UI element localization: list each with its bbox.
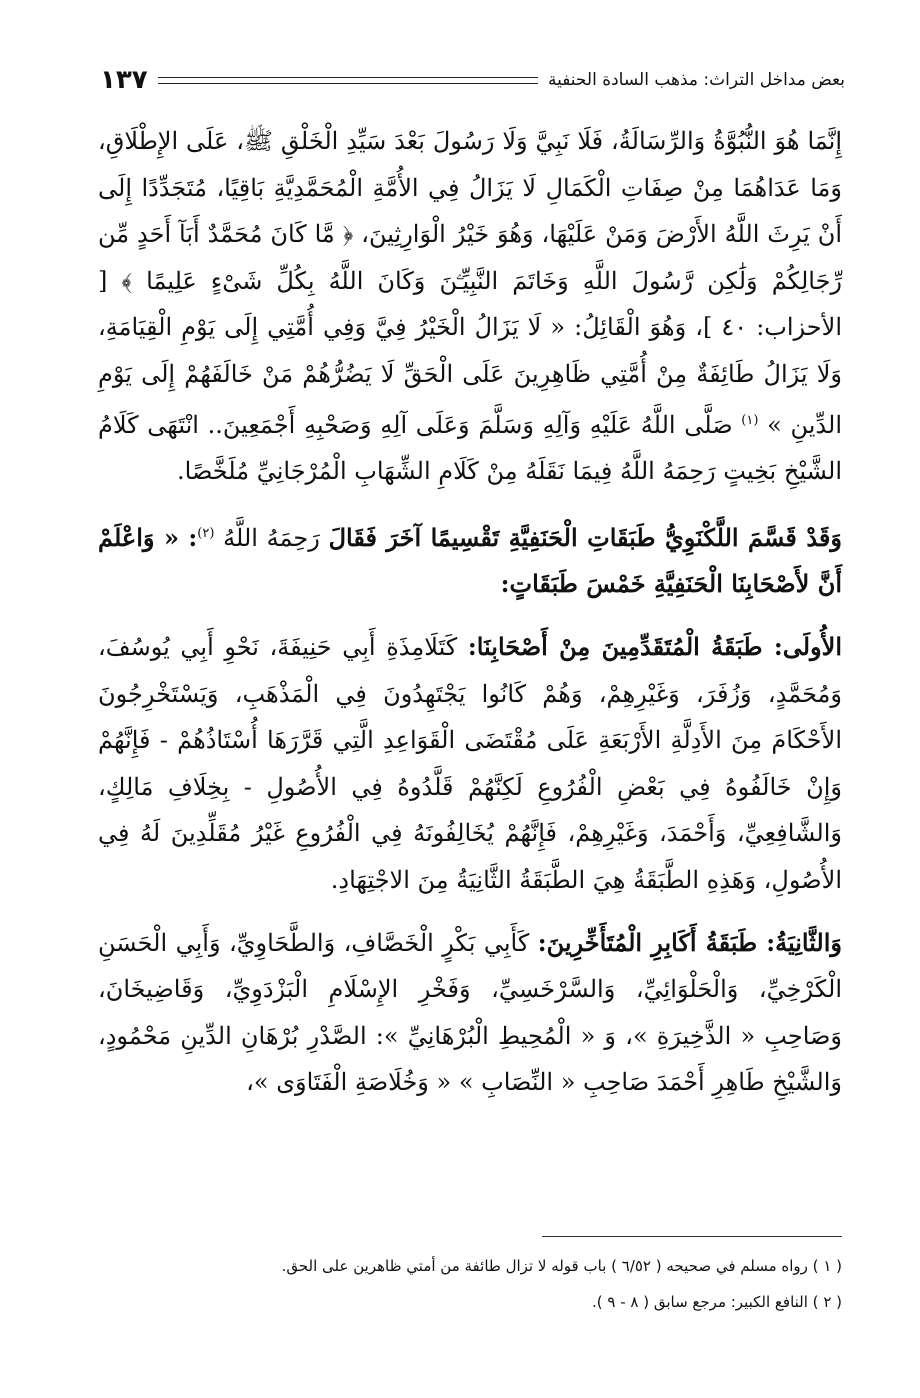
footnote-divider — [542, 1236, 842, 1237]
footnote-2: ( ٢ ) النافع الكبير: مرجع سابق ( ٨ - ٩ ). — [591, 1293, 842, 1311]
paragraph-1-end: صَلَّى اللَّهُ عَلَيْهِ وَآلِهِ وَسَلَّمَ وَعَلَى آلِهِ وَصَحْبِهِ أَجْمَعِينَ.. انْتَهَى كَلَامُ الشَّيْخِ بَخِيتٍ رَحِمَهُ اللَّهُ فِيمَا نَقَلَهُ مِنْ كَلَامِ الشِّهَابِ الْمُرْجَانِيِّ مُلَخَّصًا. — [98, 410, 842, 486]
paragraph-3-heading: الأُولَى: طَبَقَةُ الْمُتَقَدِّمِينَ مِنْ أَصْحَابِنَا: — [467, 631, 842, 661]
running-title: بعض مداخل التراث: مذهب السادة الحنفية — [547, 70, 845, 90]
paragraph-4-heading: وَالثَّانِيَةُ: طَبَقَةُ أَكَابِرِ الْمُتَأَخِّرِينَ: — [537, 927, 842, 957]
verse-reference: [ الأحزاب: ٤٠ ]، — [98, 266, 842, 342]
paragraph-2-heading: وَقَدْ قَسَّمَ اللَّكْنَوِيُّ طَبَقَاتِ الْحَنَفِيَّةِ تَقْسِيمًا آخَرَ فَقَالَ — [328, 522, 842, 552]
paragraph-3-text: كَتَلَامِذَةِ أَبِي حَنِيفَةَ، نَحْوِ أَبِي يُوسُفَ، وَمُحَمَّدٍ، وَزُفَرَ، وَغَيْرِهِمْ، وَهُمْ كَانُوا يَجْتَهِدُونَ فِي الْمَذْهَبِ، وَيَسْتَخْرِجُونَ الأَحْكَامَ مِنَ الأَدِلَّةِ الأَرْبَعَةِ عَلَى مُقْتَضَى الْقَوَاعِدِ الَّتِي قَرَّرَهَا أُسْتَاذُهُمْ - فَإِنَّهُمْ وَإِنْ خَالَفُوهُ فِي بَعْضِ الْفُرُوعِ لَكِنَّهُمْ قَلَّدُوهُ فِي الأُصُولِ - بِخِلَافِ مَالِكٍ، وَالشَّافِعِيِّ، وَأَحْمَدَ، وَغَيْرِهِمْ، فَإِنَّهُمْ يُخَالِفُونَهُ فِي الْفُرُوعِ غَيْرُ مُقَلِّدِينَ لَهُ فِي الأُصُولِ، وَهَذِهِ الطَّبَقَةُ هِيَ الطَّبَقَةُ الثَّانِيَةُ مِنَ الاجْتِهَادِ. — [98, 632, 842, 894]
header-rule — [158, 77, 538, 84]
paragraph-4-text: كَأَبِي بَكْرٍ الْخَصَّافِ، وَالطَّحَاوِيِّ، وَأَبِي الْحَسَنِ الْكَرْخِيِّ، وَالْحَلْوَائِيِّ، وَالسَّرْخَسِيِّ، وَفَخْرِ الإِسْلَامِ الْبَزْدَوِيِّ، وَقَاضِيخَانَ، وَصَاحِبِ « الذَّخِيرَةِ »، وَ « الْمُحِيطِ الْبُرْهَانِيِّ »: الصَّدْرِ بُرْهَانِ الدِّينِ مَحْمُودٍ، وَالشَّيْخِ طَاهِرِ أَحْمَدَ صَاحِبِ « النِّصَابِ » « وَخُلَاصَةِ الْفَتَاوَى »، — [98, 928, 842, 1097]
paragraph-1 — [98, 118, 842, 495]
page-header — [100, 60, 845, 100]
main-text — [98, 118, 842, 1106]
paragraph-2 — [98, 511, 842, 608]
paragraph-1-text: إِنَّمَا هُوَ النُّبُوَّةُ وَالرِّسَالَةُ، فَلَا نَبِيَّ وَلَا رَسُولَ بَعْدَ سَيِّدِ الْخَلْقِ ﷺ، عَلَى الإِطْلَاقِ، وَمَا عَدَاهُمَا مِنْ صِفَاتِ الْكَمَالِ لَا يَزَالُ فِي الأُمَّةِ الْمُحَمَّدِيَّةِ بَاقِيًا، مُتَجَدِّدًا إِلَى أَنْ يَرِثَ اللَّهُ الأَرْضَ وَمَنْ عَلَيْهَا، وَهُوَ خَيْرُ الْوَارِثِينَ، — [98, 127, 842, 249]
quran-verse: ﴿ مَّا كَانَ مُحَمَّدٌ أَبَآ أَحَدٍ مِّن رِّجَالِكُمْ وَلَٰكِن رَّسُولَ اللَّهِ وَخَاتَمَ النَّبِيِّـۧنَ وَكَانَ اللَّهُ بِكُلِّ شَىْءٍ عَلِيمًا ﴾ — [98, 220, 842, 295]
footnote-marker-2: (٢) — [197, 525, 215, 541]
paragraph-2-honorific: رَحِمَهُ اللَّهُ — [223, 523, 320, 552]
paragraph-2-text: : « وَاعْلَمْ أَنَّ لأَصْحَابِنَا الْحَنَفِيَّةِ خَمْسَ طَبَقَاتٍ: — [98, 522, 842, 599]
paragraph-3 — [98, 624, 842, 904]
paragraph-4 — [98, 920, 842, 1106]
footnote-1: ( ١ ) رواه مسلم في صحيحه ( ٦/٥٢ ) باب قوله لا تزال طائفة من أمتي ظاهرين على الحق. — [281, 1257, 842, 1275]
page-number: ١٣٧ — [100, 65, 148, 95]
footnotes — [98, 1248, 842, 1320]
footnote-marker-1: (١) — [741, 412, 759, 428]
paragraph-1-continued: وَهُوَ الْقَائِلُ: « لَا يَزَالُ الْخَيْرُ فِيَّ وَفِي أُمَّتِي إِلَى يَوْمِ الْقِيَامَةِ، وَلَا يَزَالُ طَائِفَةٌ مِنْ أُمَّتِي ظَاهِرِينَ عَلَى الْحَقِّ لَا يَضُرُّهُمْ مَنْ خَالَفَهُمْ إِلَى يَوْمِ الدِّينِ » — [98, 313, 842, 439]
